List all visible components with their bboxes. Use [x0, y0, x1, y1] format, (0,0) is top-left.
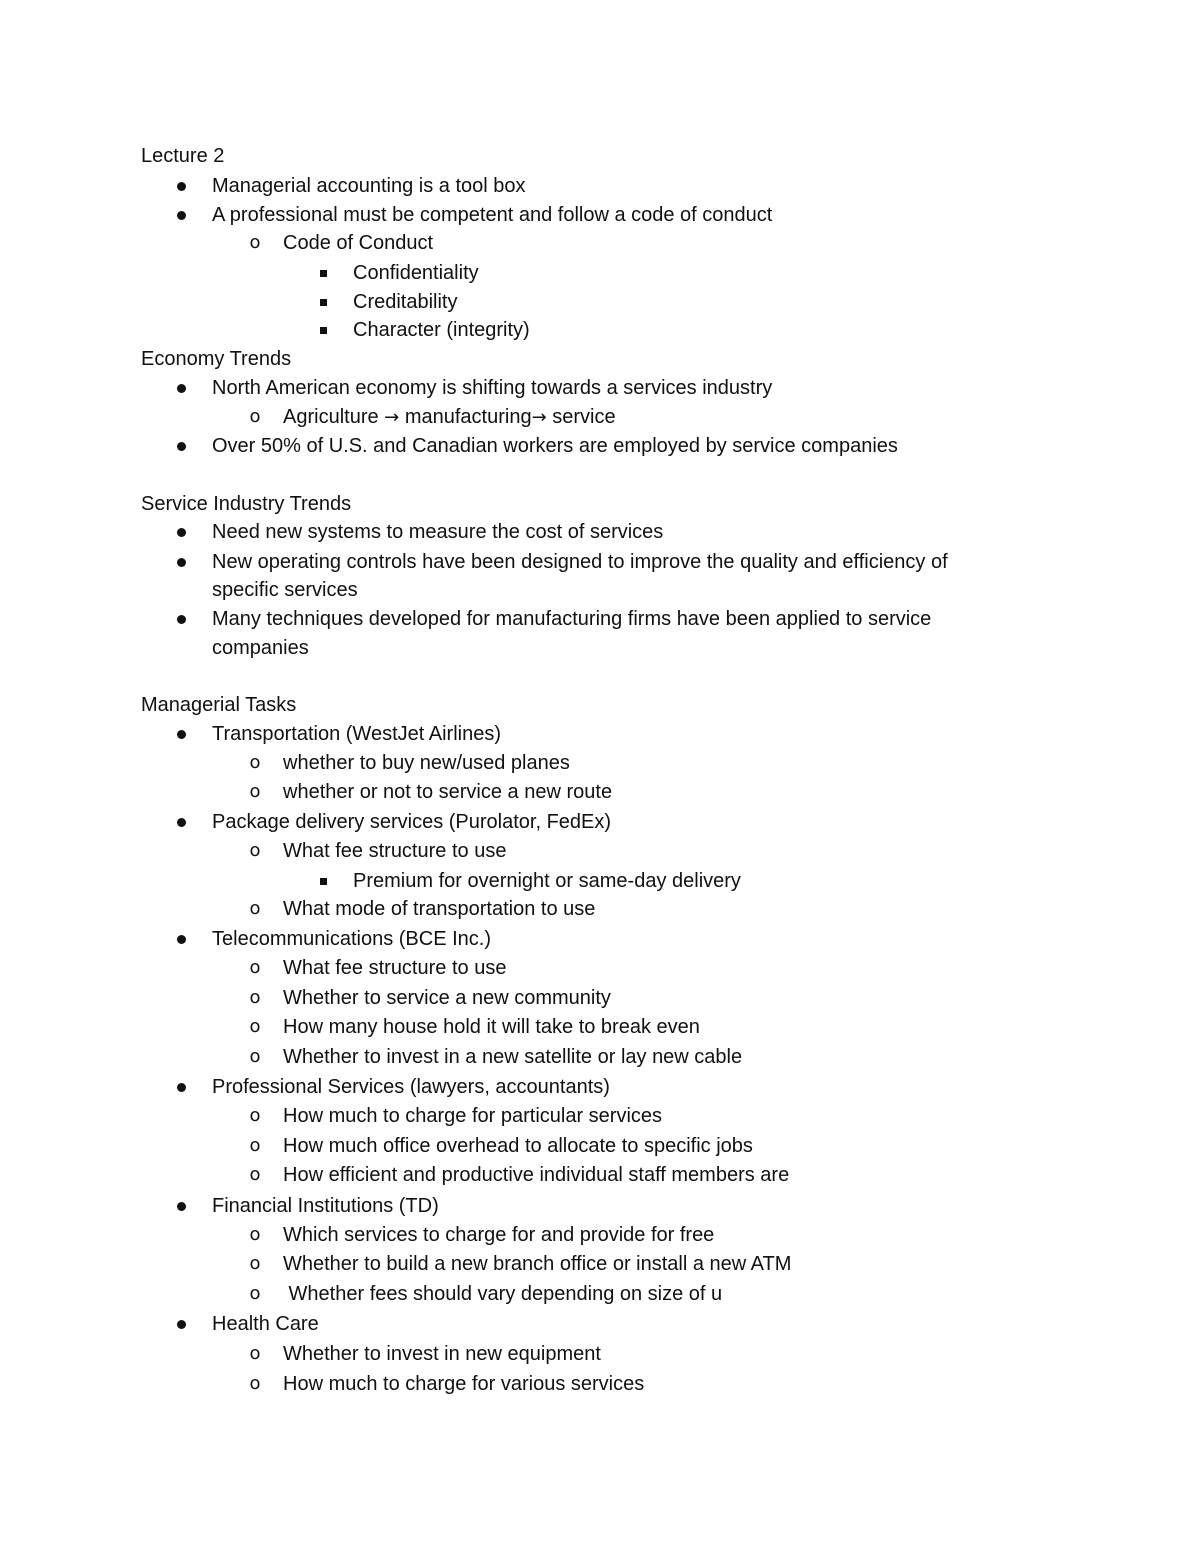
- bullet-ring-icon: o: [249, 406, 261, 427]
- list-item-text: companies: [212, 637, 309, 659]
- list-item-text: Telecommunications (BCE Inc.): [212, 928, 491, 950]
- list-item-text: Package delivery services (Purolator, FedEx): [212, 811, 612, 833]
- list-item-text: What mode of transportation to use: [283, 898, 596, 920]
- bullet-dot-icon: [166, 1191, 196, 1221]
- list-item-text: Managerial accounting is a tool box: [212, 175, 526, 197]
- bullet-dot-icon: [166, 604, 196, 634]
- arrow-right-icon: →: [384, 407, 400, 428]
- list-item-text: Code of Conduct: [283, 232, 434, 254]
- heading-text: Economy Trends: [141, 348, 292, 370]
- bullet-ring-icon: o: [249, 840, 261, 861]
- list-item-text: whether or not to service a new route: [283, 781, 613, 803]
- list-item-text: Many techniques developed for manufacturing firms have been applied to service: [212, 608, 932, 630]
- list-item-text: How efficient and productive individual staff members are: [283, 1164, 790, 1186]
- bullet-dot-icon: [166, 1309, 196, 1339]
- list-item-text: Financial Institutions (TD): [212, 1195, 439, 1217]
- list-item-text: whether to buy new/used planes: [283, 752, 570, 774]
- bullet-square-icon: [308, 866, 338, 896]
- list-item-text: Over 50% of U.S. and Canadian workers are employed by service companies: [212, 435, 898, 457]
- bullet-square-icon: [308, 287, 338, 317]
- bullet-dot-icon: [166, 1072, 196, 1102]
- bullet-ring-icon: o: [249, 1135, 261, 1156]
- list-item-text: North American economy is shifting towards a services industry: [212, 377, 773, 399]
- list-item-text: Creditability: [353, 291, 458, 313]
- list-item-text: Transportation (WestJet Airlines): [212, 723, 501, 745]
- list-item-text: Whether to invest in a new satellite or lay new cable: [283, 1046, 743, 1068]
- list-item-text: What fee structure to use: [283, 957, 507, 979]
- bullet-ring-icon: o: [249, 1046, 261, 1067]
- bullet-ring-icon: o: [249, 1253, 261, 1274]
- arrow-right-icon: →: [531, 407, 547, 428]
- list-item-text: [283, 402, 616, 433]
- bullet-ring-icon: o: [249, 1105, 261, 1126]
- bullet-dot-icon: [166, 547, 196, 577]
- bullet-ring-icon: o: [249, 898, 261, 919]
- bullet-ring-icon: o: [249, 1283, 261, 1304]
- heading-text: Managerial Tasks: [141, 694, 297, 716]
- flow-step-text: Agriculture: [283, 406, 379, 428]
- bullet-dot-icon: [166, 171, 196, 201]
- bullet-dot-icon: [166, 719, 196, 749]
- list-item-text: Whether to invest in new equipment: [283, 1343, 601, 1365]
- list-item-text: specific services: [212, 579, 358, 601]
- list-item-text: Character (integrity): [353, 319, 530, 341]
- bullet-square-icon: [308, 258, 338, 288]
- bullet-dot-icon: [166, 517, 196, 547]
- list-item-text: Confidentiality: [353, 262, 479, 284]
- bullet-ring-icon: o: [249, 232, 261, 253]
- list-item-text: Whether to build a new branch office or install a new ATM: [283, 1253, 792, 1275]
- list-item-text: How much to charge for particular services: [283, 1105, 663, 1127]
- flow-step-text: manufacturing: [404, 406, 532, 428]
- bullet-dot-icon: [166, 373, 196, 403]
- bullet-square-icon: [308, 315, 338, 345]
- list-item-text: How many house hold it will take to break even: [283, 1016, 700, 1038]
- list-item-text: Health Care: [212, 1313, 319, 1335]
- bullet-ring-icon: o: [249, 1343, 261, 1364]
- list-item-text: Which services to charge for and provide for free: [283, 1224, 715, 1246]
- list-item-text: How much to charge for various services: [283, 1373, 645, 1395]
- list-item-text: What fee structure to use: [283, 840, 507, 862]
- bullet-ring-icon: o: [249, 1224, 261, 1245]
- bullet-dot-icon: [166, 807, 196, 837]
- bullet-ring-icon: o: [249, 781, 261, 802]
- list-item-text: How much office overhead to allocate to specific jobs: [283, 1135, 753, 1157]
- bullet-ring-icon: o: [249, 1016, 261, 1037]
- flow-step-text: service: [552, 406, 616, 428]
- bullet-ring-icon: o: [249, 752, 261, 773]
- list-item-text: Premium for overnight or same-day delivery: [353, 870, 741, 892]
- bullet-ring-icon: o: [249, 987, 261, 1008]
- list-item-text: A professional must be competent and follow a code of conduct: [212, 204, 773, 226]
- list-item-text: Whether to service a new community: [283, 987, 611, 1009]
- bullet-ring-icon: o: [249, 1164, 261, 1185]
- list-item-text: New operating controls have been designed to improve the quality and efficiency of: [212, 551, 948, 573]
- list-item-text: Need new systems to measure the cost of services: [212, 521, 664, 543]
- bullet-ring-icon: o: [249, 1373, 261, 1394]
- heading-text: Service Industry Trends: [141, 493, 352, 515]
- list-item-text: Whether fees should vary depending on size of u: [283, 1283, 723, 1305]
- list-item-text: Professional Services (lawyers, accountants): [212, 1076, 610, 1098]
- heading-text: Lecture 2: [141, 145, 225, 167]
- bullet-dot-icon: [166, 200, 196, 230]
- bullet-ring-icon: o: [249, 957, 261, 978]
- bullet-dot-icon: [166, 431, 196, 461]
- bullet-dot-icon: [166, 924, 196, 954]
